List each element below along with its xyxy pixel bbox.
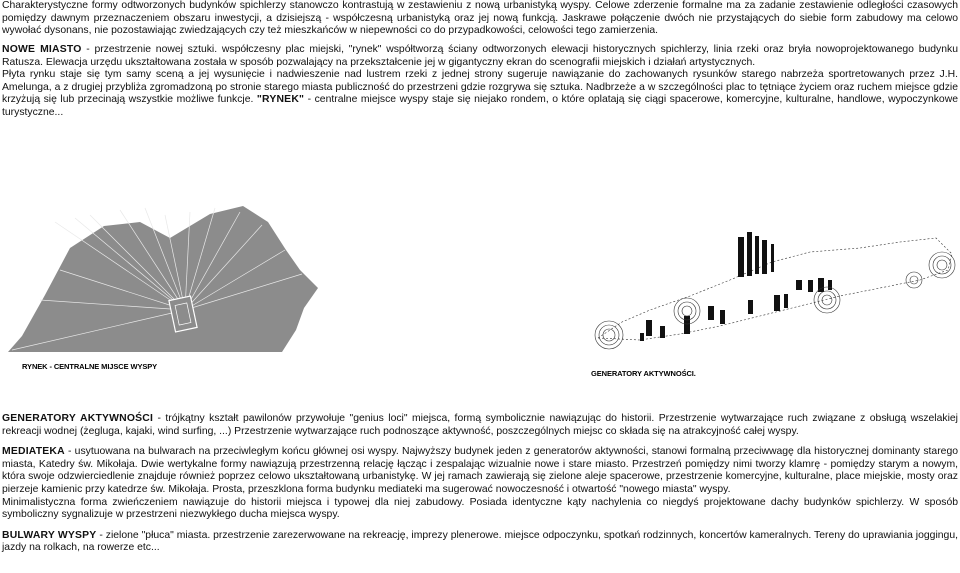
mediateka-heading: MEDIATEKA: [2, 446, 65, 458]
mediateka-paragraph: [2, 446, 958, 496]
bulwary-text: - zielone "płuca" miasta. przestrzenie zarezerwowane na rekreację, imprezy plenerowe. miejsce odpoczynku, spotkań rodzinnych, koncertów kameralnych. Tereny do uprawiania joggingu, jazdy na rolkach, na rowerze etc...: [2, 529, 958, 554]
rynek-heading: "RYNEK": [256, 94, 305, 106]
nowe-miasto-text-2-tail: - centralne miejsce wyspy staje się niejako rondem, o które oplatają się ciągi spacerowe, komercyjne, kulturalne, handlowe, wypoczynkowe turystyczne...: [2, 94, 958, 118]
nowe-miasto-paragraph-2: [2, 69, 958, 119]
bulwary-paragraph: [2, 530, 958, 555]
intro-paragraph: Charakterystyczne formy odtworzonych budynków spichlerzy stanowcz​o kontrastują w zestawieniu z nową urbanistyką wyspy. Celowe zderzenie formalne ma za zadanie zestawienie odległości czasowych pomiędzy dawnym przeznaczeniem obszaru inwestycji, a dzisiejszą - współczesną urbanistyką oraz jej nową funkcją. Jaskrawe połączenie dwóch nie przystających do siebie form zabudowy ma celowo wywołać dysonans, nie pozostawiając zwiedzających czy też mieszkańców w niepewności co do przypadkowości, celowości tego zamierzenia.: [2, 0, 958, 37]
rynek-plan-drawing: [8, 206, 318, 352]
generatory-paragraph: [2, 413, 958, 438]
bulwary-heading: BULWARY WYSPY: [2, 529, 97, 541]
generatory-heading: GENERATORY AKTYWNOŚCI: [2, 413, 154, 424]
nowe-miasto-heading: NOWE MIASTO: [2, 44, 82, 55]
generatory-plan-drawing: [595, 232, 955, 349]
figure-plans: [0, 170, 960, 400]
building-blocks: [640, 232, 832, 341]
intro-section: [2, 0, 958, 38]
nowe-miasto-paragraph-1: [2, 44, 958, 69]
nowe-miasto-text-2: Płyta rynku staje się tym samy sceną a jej wysunięcie i nadwieszenie nad lustrem rzeki z jednej strony sugeruje nawiązanie do zachowanych rysunków starego nabrzeża sportretowanych przez J.H. Amelunga, a z drugiej przybliża zgromadzoną po stronie starego miasta publiczność do przestrzeni gdzie rozgrywa się sztuka. Nadbrzeże a w szczególności plac to tętniące życiem oraz ruchem miejsce gdzie krzyżują się lub przecinają wszystkie możliwe funkcje.: [2, 69, 958, 106]
figure-plans-svg: [0, 170, 960, 400]
caption-generatory: GENERATORY AKTYWNOŚCI.: [591, 369, 696, 378]
mediateka-text: - usytuowana na bulwarach na przeciwległym końcu głównej osi wyspy. Najwyższy budynek jeden z generatorów aktywności, stanowi formalną przeciwwagę dla historycznej dominanty starego miasta, Katedry św. Mikołaja. Dwie wertykalne formy nawiązują przestrzenną relację łącząc i zespalając wizualnie nowe i stare miasto. Przestrzeń pomiędzy nimi tworzy klamrę - pomiędzy starym a nowym, która swoje odzwierciedlenie znajduje również poprzez celowo ukształtowaną urbanistykę. W jej ramach zawierają się zielone aleje spacerowe, przestrzenie komercyjne, kulturalne, place miejskie, mosty oraz pierzeje kamienic przy katedrze św. Mikołaja. Prosta, przeszklona forma budynku mediateki ma sugerować nowoczesność i otwartość "nowego miasta" wyspy.: [2, 446, 958, 495]
nowe-miasto-text-1: - przestrzenie nowej sztuki. współczesny plac miejski, "rynek" współtworzą ściany odtworzonych elewacji historycznych spichlerzy, linia rzeki oraz bryła nowoprojektowanego budynku Ratusza. Elewacja urzędu ukształtowana została w sposób pozwalający na przekształcenie jej w gigantyczny ekran do scenografii miejskich i działań artystycznych.: [2, 44, 958, 68]
lower-text-section: [2, 413, 958, 555]
mediateka-paragraph-2: Minimalistyczna forma zwieńczeniem nawiązuje do historii miejsca i typowej dla niej zabudowy. Posiada identyczne kąty nachylenia co niegdyś projektowane dachy budynków spichlerzy. W sposób symboliczny sygnalizuje w przestrzeni niezwykłego ducha miejsca wyspy.: [2, 496, 958, 521]
island-shape: [8, 206, 318, 352]
nowe-miasto-section: [2, 44, 958, 120]
caption-rynek: RYNEK - CENTRALNE MIJSCE WYSPY: [22, 362, 158, 371]
generatory-text: - trójkątny kształt pawilonów przywołuje "genius loci" miejsca, formą symbolicznie nawiązując do historii. Przestrzenie wytwarzające ruch związane z obsługą wszelakiej rekreacji wodnej (żegluga, kajaki, wind surfing, ...) Przestrzenie wytwarzające ruch podnoszące aktywność, poszczególnych miejsc co składa się na atrakcyjność całej wyspy.: [2, 413, 958, 437]
